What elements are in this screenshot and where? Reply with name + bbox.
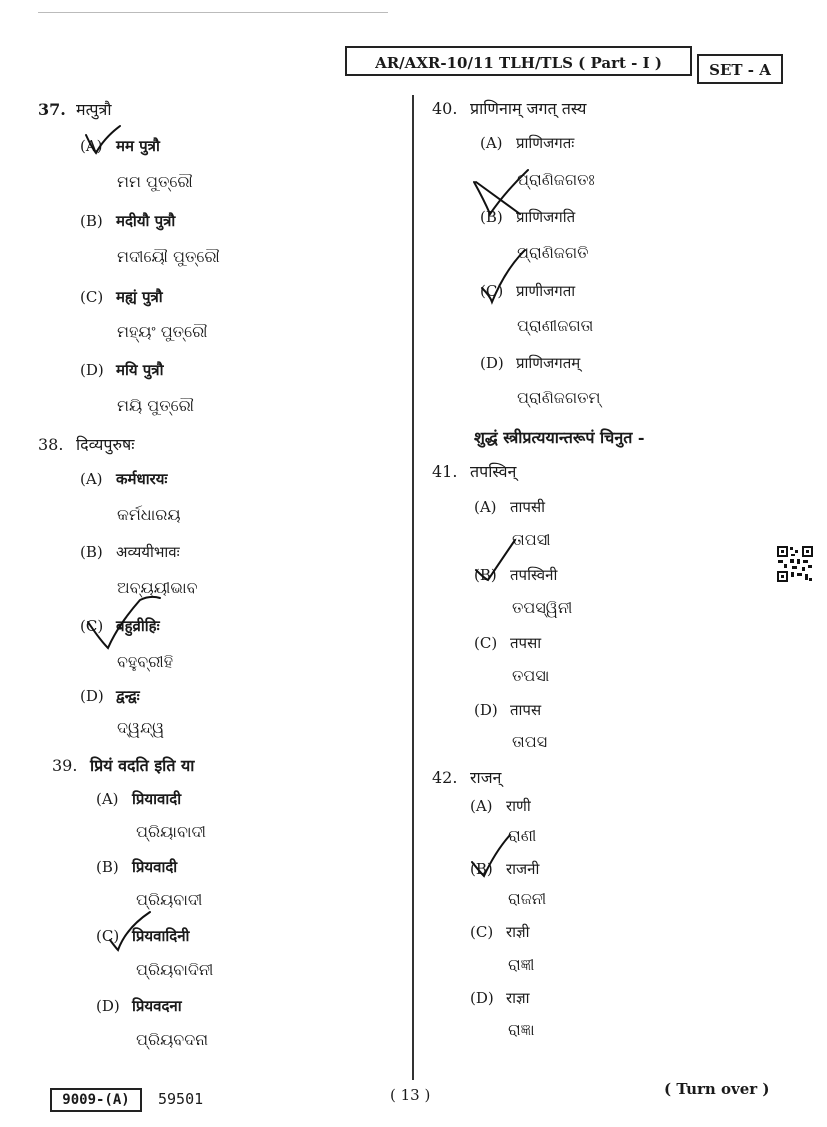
option-letter: (B) <box>80 543 103 561</box>
paper-code-footer: 9009-(A) <box>50 1088 142 1112</box>
question-text: मत्पुत्रौ <box>76 100 112 119</box>
option-letter: (C) <box>470 923 494 941</box>
option-39-d[interactable] <box>96 996 182 1016</box>
question-37 <box>38 98 111 120</box>
option-42-b[interactable] <box>470 859 539 879</box>
option-40-d[interactable] <box>480 353 580 373</box>
option-40-a[interactable] <box>480 133 574 153</box>
option-42-a[interactable] <box>470 796 531 816</box>
option-42-c[interactable] <box>470 922 530 942</box>
option-37-a[interactable] <box>80 136 160 156</box>
option-37-b-odia: ମଦୀୟୌ ପୁତ୍ରୌ <box>117 247 220 266</box>
serial-number: 59501 <box>158 1090 204 1108</box>
option-letter: (D) <box>80 687 104 705</box>
option-letter: (A) <box>470 797 493 815</box>
option-41-b-odia: ତପସ୍ୱିନୀ <box>512 598 573 617</box>
option-38-d-odia: ଦ୍ୱନ୍ଦ୍ୱ <box>117 718 165 737</box>
option-42-c-odia: ରାଜ୍ଞୀ <box>508 955 535 974</box>
section-instruction: शुद्धं स्त्रीप्रत्ययान्तरूपं चिनुत - <box>474 428 645 447</box>
option-letter: (B) <box>480 208 503 226</box>
option-text: प्रियवदना <box>132 997 182 1015</box>
option-letter: (C) <box>96 927 120 945</box>
option-42-a-odia: ରାଣୀ <box>508 826 537 845</box>
option-40-c-odia: ପ୍ରାଣୀଜଗତା <box>517 316 594 335</box>
option-39-b-odia: ପ୍ରିୟବାଦୀ <box>136 890 203 909</box>
option-41-a[interactable] <box>474 497 545 517</box>
option-text: मम पुत्रौ <box>116 137 160 155</box>
option-letter: (C) <box>80 288 104 306</box>
question-39 <box>52 754 194 776</box>
option-letter: (C) <box>474 634 498 652</box>
option-text: प्रियवादी <box>132 858 178 876</box>
option-40-b[interactable] <box>480 207 575 227</box>
question-number: 37. <box>38 100 66 119</box>
option-38-b[interactable] <box>80 542 180 562</box>
option-letter: (A) <box>80 470 103 488</box>
option-letter: (D) <box>96 997 120 1015</box>
option-text: राणी <box>506 797 531 815</box>
question-number: 42. <box>432 768 458 787</box>
option-letter: (D) <box>80 361 104 379</box>
option-38-c[interactable] <box>80 616 160 636</box>
option-39-c[interactable] <box>96 926 189 946</box>
option-letter: (D) <box>480 354 504 372</box>
question-number: 41. <box>432 462 458 481</box>
option-39-c-odia: ପ୍ରିୟବାଦିନୀ <box>136 960 214 979</box>
option-42-b-odia: ରାଜନୀ <box>508 889 547 908</box>
option-37-d-odia: ମୟି ପୁତ୍ରୌ <box>117 396 194 415</box>
option-text: तपस्विनी <box>510 566 558 584</box>
option-text: राजनी <box>506 860 540 878</box>
option-letter: (A) <box>474 498 497 516</box>
question-42 <box>432 766 501 788</box>
option-letter: (D) <box>470 989 494 1007</box>
option-text: राज्ञा <box>506 989 530 1007</box>
question-text: प्रियं वदति इति या <box>90 756 195 775</box>
option-text: राज्ञी <box>506 923 530 941</box>
question-40 <box>432 97 586 119</box>
option-letter: (B) <box>470 860 493 878</box>
option-letter: (C) <box>80 617 104 635</box>
option-39-a[interactable] <box>96 789 181 809</box>
question-number: 40. <box>432 99 458 118</box>
column-divider <box>412 95 414 1080</box>
option-text: द्वन्द्वः <box>116 687 140 705</box>
option-37-a-odia: ମମ ପୁତ୍ରୌ <box>117 172 193 191</box>
option-letter: (D) <box>474 701 498 719</box>
question-text: प्राणिनाम् जगत् तस्य <box>470 99 587 118</box>
option-letter: (A) <box>480 134 503 152</box>
option-40-b-odia: ପ୍ରାଣିଜଗତି <box>517 243 589 262</box>
option-38-a[interactable] <box>80 469 167 489</box>
option-42-d[interactable] <box>470 988 530 1008</box>
option-text: बहुव्रीहिः <box>116 617 160 635</box>
question-number: 39. <box>52 756 78 775</box>
option-38-c-odia: ବହୁବ୍ରୀହି <box>117 652 174 671</box>
option-text: प्राणिजगतम् <box>516 354 581 372</box>
question-38 <box>38 433 135 455</box>
option-letter: (B) <box>474 566 497 584</box>
option-37-c[interactable] <box>80 287 163 307</box>
set-badge: SET - A <box>697 54 783 84</box>
option-39-d-odia: ପ୍ରିୟବଦନା <box>136 1030 209 1049</box>
option-40-d-odia: ପ୍ରାଣିଜଗତମ୍ <box>517 388 601 407</box>
option-letter: (B) <box>80 212 103 230</box>
option-text: प्रियवादिनी <box>132 927 190 945</box>
option-37-c-odia: ମହ୍ୟଂ ପୁତ୍ରୌ <box>117 322 208 341</box>
option-38-d[interactable] <box>80 686 140 706</box>
option-text: मयि पुत्रौ <box>116 361 164 379</box>
question-41 <box>432 460 516 482</box>
option-letter: (A) <box>80 137 103 155</box>
option-text: तापसी <box>510 498 545 516</box>
qr-code-icon <box>776 545 814 583</box>
option-text: प्राणिजगति <box>516 208 576 226</box>
option-40-c[interactable] <box>480 281 575 301</box>
option-letter: (C) <box>480 282 504 300</box>
option-41-a-odia: ତାପସୀ <box>512 530 551 549</box>
option-39-b[interactable] <box>96 857 177 877</box>
option-text: मह्यं पुत्रौ <box>116 288 163 306</box>
option-37-b[interactable] <box>80 211 175 231</box>
question-text: राजन् <box>470 768 502 787</box>
turn-over-label: ( Turn over ) <box>664 1080 770 1098</box>
option-41-d-odia: ତାପସ <box>512 732 548 751</box>
option-text: अव्ययीभावः <box>116 543 180 561</box>
option-41-c[interactable] <box>474 633 541 653</box>
option-text: कर्मधारयः <box>116 470 168 488</box>
option-40-a-odia: ପ୍ରାଣିଜଗତଃ <box>517 170 595 189</box>
option-letter: (B) <box>96 858 119 876</box>
top-rule <box>38 12 388 13</box>
option-text: प्राणिजगतः <box>516 134 575 152</box>
question-text: दिव्यपुरुषः <box>76 435 135 454</box>
option-text: प्राणीजगता <box>516 282 576 300</box>
question-number: 38. <box>38 435 64 454</box>
option-text: मदीयौ पुत्रौ <box>116 212 176 230</box>
option-39-a-odia: ପ୍ରିୟାବାଦୀ <box>136 822 207 841</box>
option-41-c-odia: ତପସା <box>512 666 550 685</box>
option-42-d-odia: ରାଜ୍ଞା <box>508 1020 535 1039</box>
option-letter: (A) <box>96 790 119 808</box>
option-text: तापस <box>510 701 542 719</box>
option-text: प्रियावादी <box>132 790 182 808</box>
option-37-d[interactable] <box>80 360 163 380</box>
option-41-d[interactable] <box>474 700 541 720</box>
option-38-b-odia: ଅବ୍ୟୟୀଭାବ <box>117 578 198 597</box>
page-number: ( 13 ) <box>390 1086 431 1104</box>
paper-code-header: AR/AXR-10/11 TLH/TLS ( Part - I ) <box>345 46 692 76</box>
option-41-b[interactable] <box>474 565 557 585</box>
question-text: तपस्विन् <box>470 462 517 481</box>
option-38-a-odia: କର୍ମଧାରୟ <box>117 505 181 524</box>
option-text: तपसा <box>510 634 542 652</box>
